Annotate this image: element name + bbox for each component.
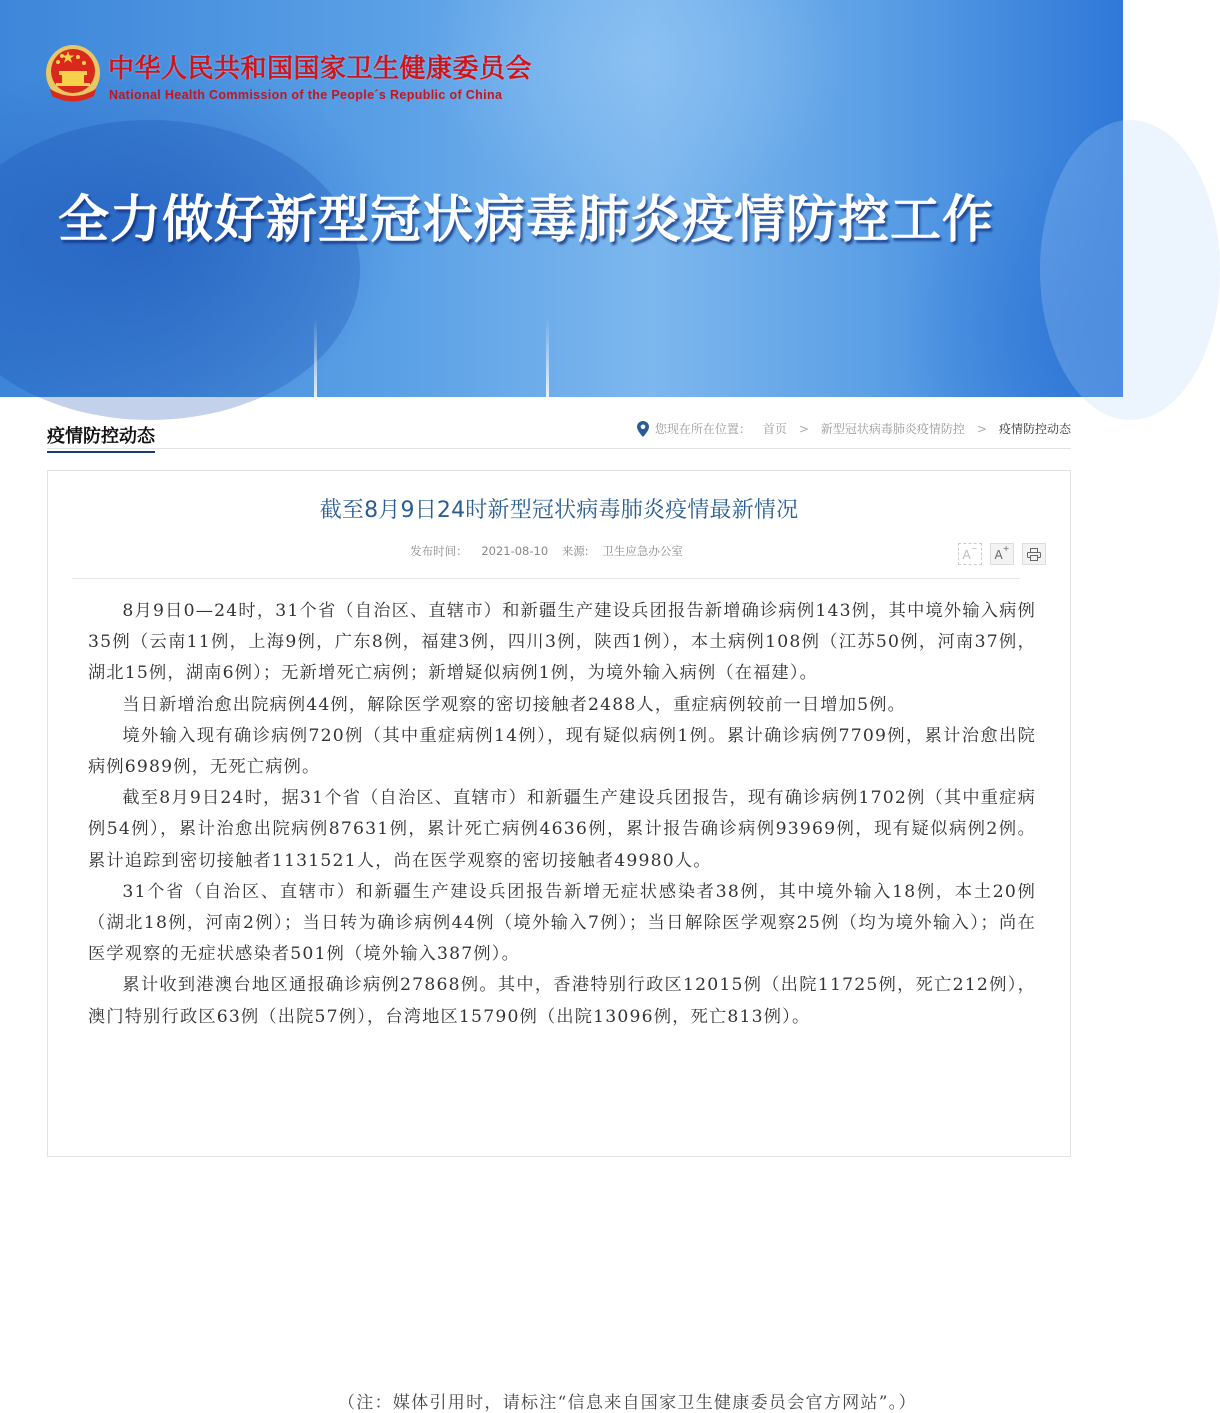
article-meta [48,543,1070,559]
banner-light-streak [314,318,317,397]
section-divider [47,448,1071,449]
breadcrumb [637,420,1071,437]
banner-background-figure [1040,120,1220,420]
article-tools [958,543,1046,565]
banner-background-figure [0,120,360,420]
print-icon [1027,548,1041,561]
publish-label: 发布时间： [410,544,468,558]
article-paragraph: 8月9日0—24时，31个省（自治区、直辖市）和新疆生产建设兵团报告新增确诊病例143例，其中境外输入病例35例（云南11例，上海9例，广东8例，福建3例，四川3例，陕西1例），本土病例108例（江苏50例，河南37例，湖北15例，湖南6例）；无新增死亡病例；新增疑似病例1例，为境外输入病例（在福建）。 [88,601,1036,684]
article-body [88,596,1036,1033]
article-paragraph: 截至8月9日24时，据31个省（自治区、直辖市）和新疆生产建设兵团报告，现有确诊病例1702例（其中重症病例54例），累计治愈出院病例87631例，累计死亡病例4636例，累计报告确诊病例93969例，现有疑似病例2例。累计追踪到密切接触者1131521人，尚在医学观察的密切接触者49980人。 [88,788,1036,871]
breadcrumb-separator: > [798,421,809,436]
national-emblem-icon [44,43,102,105]
org-name-english: National Health Commission of the People´s Republic of China [109,88,503,102]
publish-date [410,544,548,558]
breadcrumb-current-page: 疫情防控动态 [998,422,1071,436]
source-label: 来源: [561,544,589,558]
font-decrease-button[interactable] [958,543,982,565]
article-title: 截至8月9日24时新型冠状病毒肺炎疫情最新情况 [319,498,799,523]
article-paragraph: 境外输入现有确诊病例720例（其中重症病例14例），现有疑似病例1例。累计确诊病例7709例，累计治愈出院病例6989例，无死亡病例。 [88,725,1036,778]
source-value: 卫生应急办公室 [602,544,683,558]
banner-headline: 全力做好新型冠状病毒肺炎疫情防控工作 [58,191,995,250]
article-source [562,544,683,558]
article-paragraph: 累计收到港澳台地区通报确诊病例27868例。其中，香港特别行政区12015例（出院11725例，死亡212例），澳门特别行政区63例（出院57例），台湾地区15790例（出院13096例，死亡813例）。 [88,975,1036,1027]
breadcrumb-home-link[interactable]: 首页 [762,422,787,436]
header-banner [0,0,1123,397]
article-paragraph: 31个省（自治区、直辖市）和新疆生产建设兵团报告新增无症状感染者38例，其中境外输入18例，本土20例（湖北18例，河南2例）；当日转为确诊病例44例（境外输入7例）；当日解除医学观察25例（均为境外输入）；尚在医学观察的无症状感染者501例（境外输入387例）。 [88,881,1036,965]
font-decrease-icon: A− [962,543,978,562]
media-citation-note: （注：媒体引用时，请标注“信息来自国家卫生健康委员会官方网站”。） [338,1393,917,1413]
breadcrumb-label: 您现在所在位置： [654,422,751,436]
publish-date-value: 2021-08-10 [481,544,549,558]
font-increase-button[interactable] [990,543,1014,565]
article-divider [72,578,1020,579]
article-container [47,470,1071,1413]
breadcrumb-separator: > [976,421,987,436]
font-increase-icon: A+ [994,543,1010,562]
org-name-chinese: 中华人民共和国国家卫生健康委员会 [108,54,533,84]
breadcrumb-covid-prevention-link[interactable]: 新型冠状病毒肺炎疫情防控 [820,422,965,436]
section-title: 疫情防控动态 [47,422,155,453]
article-paragraph: 当日新增治愈出院病例44例，解除医学观察的密切接触者2488人，重症病例较前一日增加5例。 [122,694,907,715]
print-button[interactable] [1022,543,1046,565]
location-pin-icon [637,421,649,437]
banner-light-streak [546,318,549,397]
